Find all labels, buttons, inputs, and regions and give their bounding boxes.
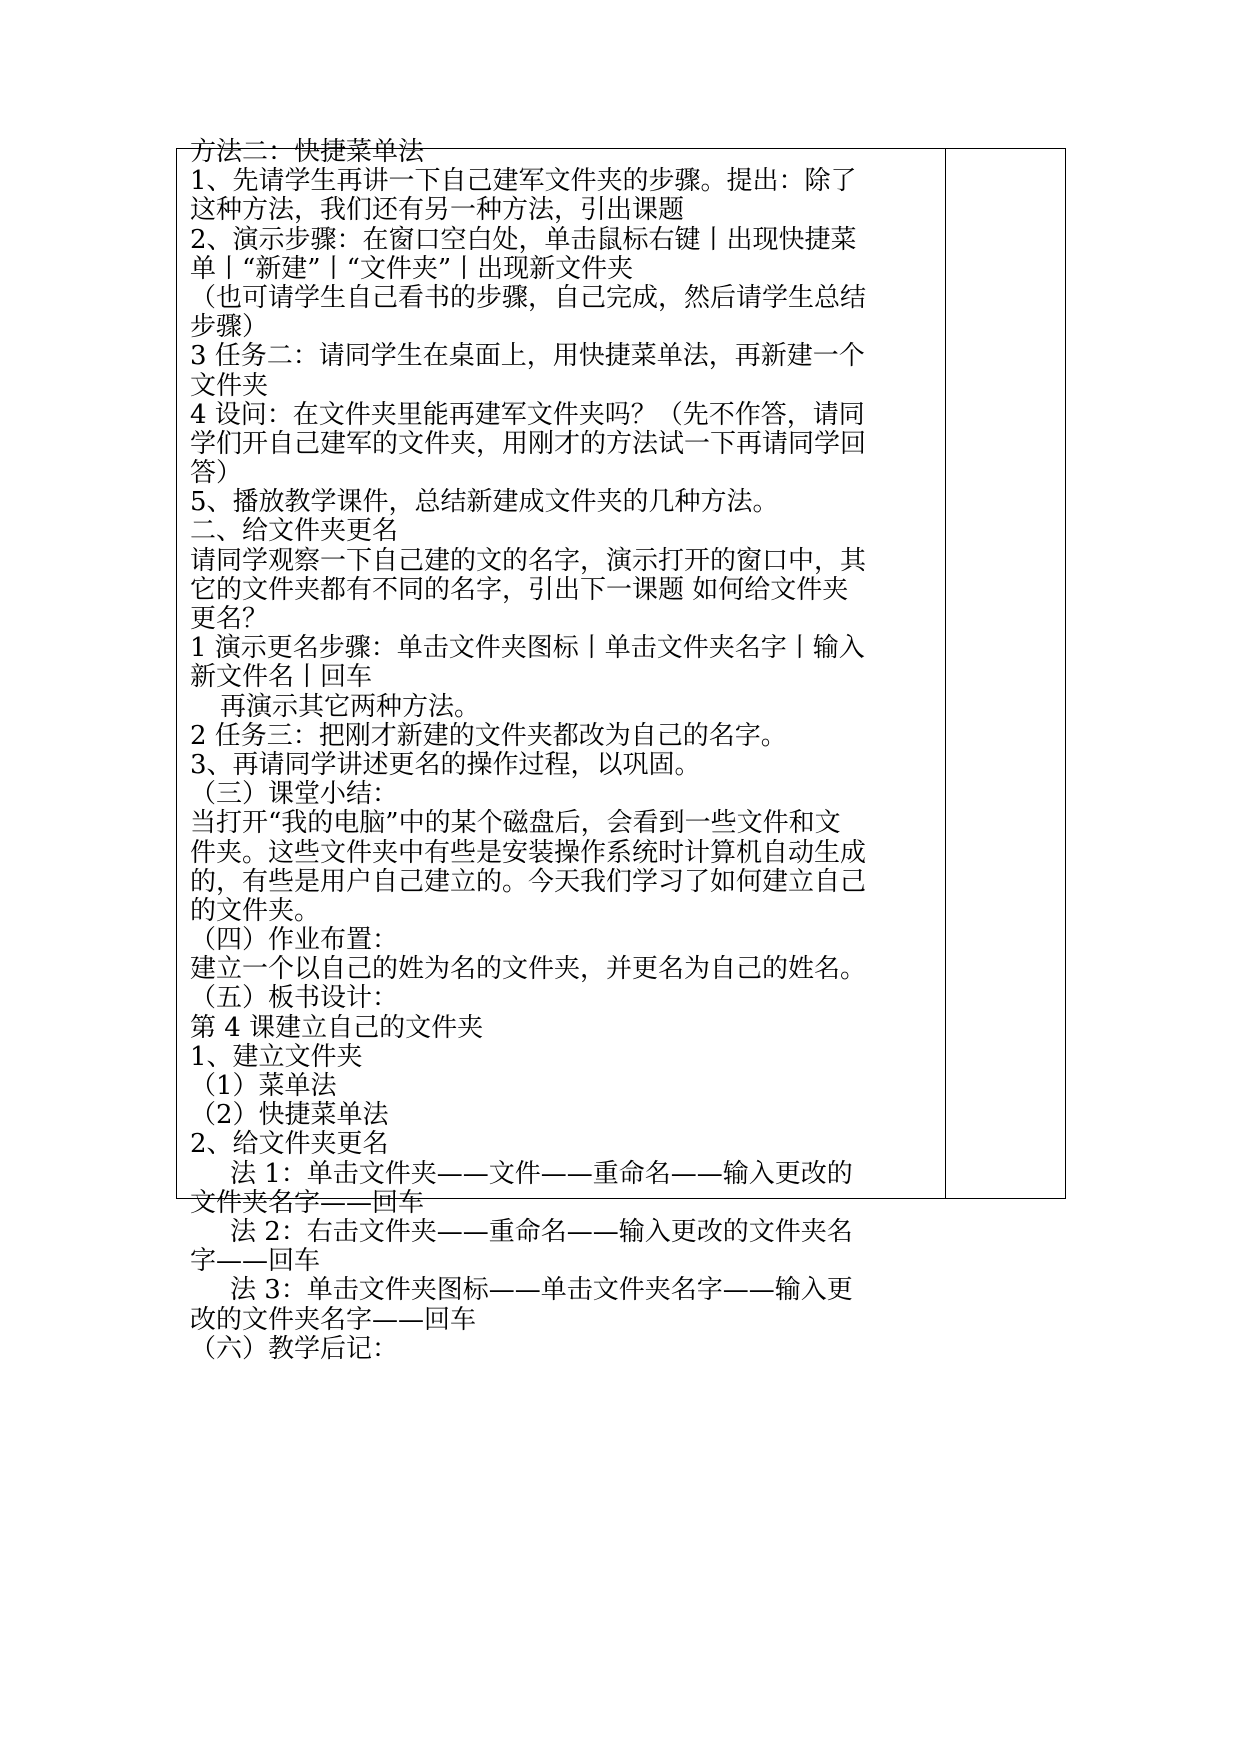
text-line: 3、再请同学讲述更名的操作过程，以巩固。 <box>190 749 701 780</box>
text-line: 的文件夹。 <box>190 895 321 926</box>
section-heading: 二、给文件夹更名 <box>190 516 399 547</box>
text-line: 方法二：快捷菜单法 <box>190 137 425 167</box>
text-line: 件夹。这些文件夹中有些是安装操作系统时计算机自动生成 <box>190 837 867 868</box>
text-line: 步骤） <box>190 312 269 343</box>
text-line: 的，有些是用户自己建立的。今天我们学习了如何建立自己 <box>190 866 867 897</box>
text-line: （2）快捷菜单法 <box>190 1100 389 1131</box>
text-line: 法 2：右击文件夹——重命名——输入更改的文件夹名 <box>230 1216 853 1247</box>
lesson-plan-table <box>176 137 1066 1364</box>
text-line: 文件夹 <box>190 370 269 401</box>
text-line: 改的文件夹名字——回车 <box>190 1304 477 1335</box>
text-line: 法 1：单击文件夹——文件——重命名——输入更改的 <box>230 1158 853 1189</box>
notes-cell <box>946 149 1065 1198</box>
text-line: 答） <box>190 458 243 489</box>
text-line: 新文件名丨回车 <box>190 662 373 693</box>
text-line: 2 任务三：把刚才新建的文件夹都改为自己的名字。 <box>190 720 787 751</box>
text-line: 3 任务二：请同学生在桌面上，用快捷菜单法，再新建一个 <box>190 341 865 372</box>
text-line: 法 3：单击文件夹图标——单击文件夹名字——输入更 <box>230 1275 853 1306</box>
text-line: （1）菜单法 <box>190 1071 337 1101</box>
text-line: 字——回车 <box>190 1246 321 1277</box>
text-line: 5、播放教学课件，总结新建成文件夹的几种方法。 <box>190 487 779 518</box>
section-heading: （五）板书设计： <box>190 983 399 1014</box>
text-line: 2、演示步骤：在窗口空白处，单击鼠标右键丨出现快捷菜 <box>190 224 857 255</box>
text-line: 1、先请学生再讲一下自己建军文件夹的步骤。提出：除了 <box>190 166 857 197</box>
text-line: （也可请学生自己看书的步骤，自己完成，然后请学生总结 <box>190 282 867 313</box>
board-title: 第 4 课建立自己的文件夹 <box>190 1012 484 1043</box>
text-line: 1、建立文件夹 <box>190 1041 363 1072</box>
text-line: 这种方法，我们还有另一种方法，引出课题 <box>190 195 685 226</box>
text-line: 它的文件夹都有不同的名字，引出下一课题 如何给文件夹 <box>190 574 849 605</box>
text-line: 当打开“我的电脑”中的某个磁盘后，会看到一些文件和文 <box>190 808 841 839</box>
section-heading: （六）教学后记： <box>190 1333 399 1364</box>
text-line: 更名？ <box>190 604 269 634</box>
text-line: 单丨“新建”丨“文件夹”丨出现新文件夹 <box>190 253 634 284</box>
section-heading: （四）作业布置： <box>190 925 399 956</box>
text-line: 1 演示更名步骤：单击文件夹图标丨单击文件夹名字丨输入 <box>190 633 865 664</box>
text-line: 4 设问：在文件夹里能再建军文件夹吗？（先不作答，请同 <box>190 399 865 430</box>
text-line: 2、给文件夹更名 <box>190 1129 389 1160</box>
text-line: 再演示其它两种方法。 <box>220 691 481 722</box>
text-line: 请同学观察一下自己建的文的名字，演示打开的窗口中，其 <box>190 545 867 576</box>
text-line: 学们开自己建军的文件夹，用刚才的方法试一下再请同学回 <box>190 428 867 459</box>
section-heading: （三）课堂小结： <box>190 779 399 810</box>
text-line: 文件夹名字——回车 <box>190 1187 425 1218</box>
text-line: 建立一个以自己的姓为名的文件夹，并更名为自己的姓名。 <box>190 954 867 985</box>
lesson-content-cell <box>177 137 946 1364</box>
